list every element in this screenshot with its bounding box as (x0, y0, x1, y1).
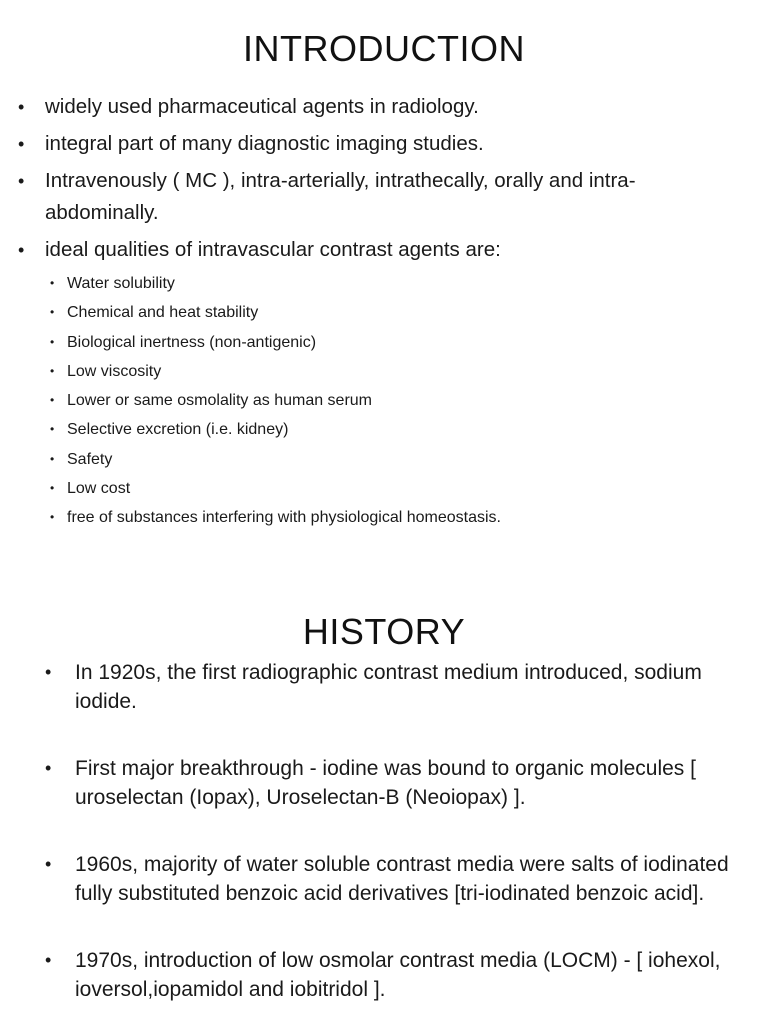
sub-bullet-text: Lower or same osmolality as human serum (67, 392, 373, 410)
sub-bullet-text: Low cost (67, 480, 131, 498)
intro-bullet-text: integral part of many diagnostic imaging studies. (45, 132, 484, 155)
sub-bullet-text: Chemical and heat stability (67, 304, 259, 322)
bullet-dot: • (18, 97, 25, 117)
history-bullet-text: 1960s, majority of water soluble contrast media were salts of iodinated fully substituted benzoic acid derivatives [tri-iodinated benzoic acid]. (75, 853, 729, 905)
history-title: HISTORY (302, 611, 466, 652)
bullet-dot: • (50, 481, 55, 496)
intro-bullet-text: widely used pharmaceutical agents in radiology. (45, 95, 479, 118)
sub-bullet (50, 328, 748, 357)
intro-title: INTRODUCTION (243, 28, 525, 69)
bullet-dot: • (45, 662, 52, 682)
sub-bullet (50, 474, 748, 503)
history-bullet-text: First major breakthrough - iodine was bound to organic molecules [ uroselectan (Iopax), Uroselectan-B (Neoiopax) ]. (75, 757, 696, 809)
sub-bullet-text: Selective excretion (i.e. kidney) (67, 421, 289, 439)
intro-bullet-text: ideal qualities of intravascular contrast agents are: (45, 238, 501, 261)
bullet-dot: • (18, 240, 25, 260)
ideal-qualities-list (50, 269, 748, 533)
sub-bullet (50, 415, 748, 444)
bullet-dot: • (45, 854, 52, 874)
bullet-dot: • (50, 334, 55, 349)
sub-bullet (50, 445, 748, 474)
history-bullet (45, 754, 735, 812)
bullet-dot: • (50, 363, 55, 378)
bullet-dot: • (50, 422, 55, 437)
history-slide (0, 585, 768, 1024)
sub-bullet (50, 269, 748, 298)
bullet-dot: • (50, 276, 55, 290)
history-bullet (45, 658, 735, 716)
sub-bullet (50, 357, 748, 386)
bullet-dot: • (50, 451, 55, 466)
sub-bullet (50, 386, 748, 415)
sub-bullet-text: Low viscosity (67, 362, 162, 380)
history-bullet (45, 850, 735, 908)
sub-bullet-text: Safety (67, 450, 113, 468)
intro-bullet-list (18, 91, 748, 538)
bullet-dot: • (18, 171, 25, 191)
intro-bullet (18, 165, 748, 229)
history-bullet-text: In 1920s, the first radiographic contrast medium introduced, sodium iodide. (75, 661, 702, 713)
sub-bullet-text: free of substances interfering with physiological homeostasis. (67, 509, 501, 527)
sub-bullet (50, 298, 748, 327)
sub-bullet-text: Biological inertness (non-antigenic) (67, 333, 317, 351)
bullet-dot: • (45, 950, 52, 970)
intro-bullet (18, 128, 748, 160)
intro-bullet-text: Intravenously ( MC ), intra-arterially, intrathecally, orally and intra-abdominally. (45, 169, 636, 224)
bullet-dot: • (50, 393, 55, 408)
sub-bullet (50, 503, 748, 532)
bullet-dot: • (50, 305, 55, 320)
history-bullet-text: 1970s, introduction of low osmolar contrast media (LOCM) - [ iohexol, ioversol,iopamidol and iobitridol ]. (75, 949, 721, 1001)
bullet-dot: • (18, 134, 25, 154)
intro-bullet (18, 91, 748, 123)
bullet-dot: • (45, 758, 52, 778)
sub-bullet-text: Water solubility (67, 275, 175, 292)
history-bullet-list (45, 658, 735, 1004)
intro-bullet (18, 234, 748, 533)
bullet-dot: • (50, 510, 55, 525)
history-bullet (45, 946, 735, 1004)
